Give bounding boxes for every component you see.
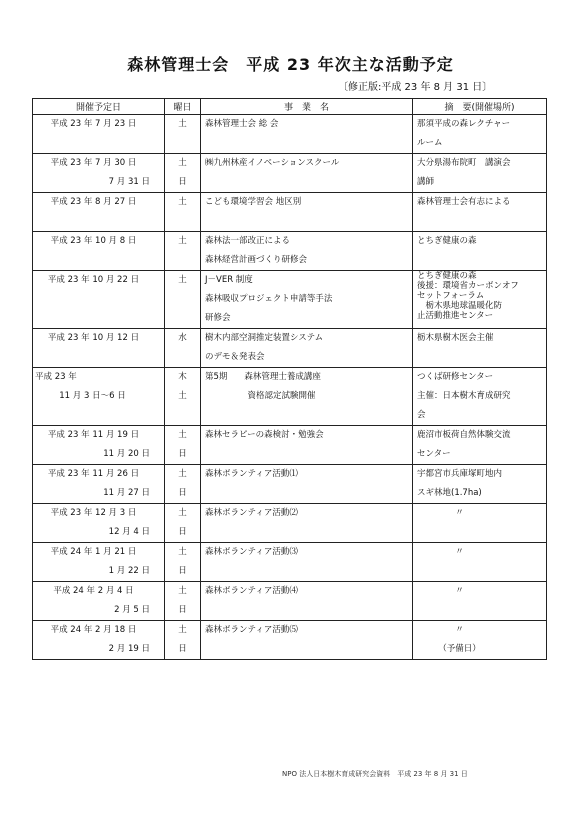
date-cell <box>33 582 165 621</box>
date-cell <box>33 115 165 154</box>
note-line: 講師 <box>417 177 435 187</box>
note-line: 大分県湯布院町 講演会 <box>417 158 511 168</box>
date-start: 平成 23 年 12 月 3 日 <box>50 508 137 518</box>
day-cell <box>165 271 201 329</box>
table-row <box>33 329 547 368</box>
event-cell <box>201 543 413 582</box>
day-label: 日 <box>178 488 187 498</box>
event-cell <box>201 621 413 660</box>
ditto-mark: 〃 <box>455 508 464 518</box>
note-line: 後援：環境省カーボンオフ <box>417 281 519 291</box>
date-start: 平成 23 年 11 月 19 日 <box>47 430 140 440</box>
date-start: 平成 24 年 2 月 18 日 <box>50 625 137 635</box>
note-cell <box>413 465 547 504</box>
note-line: スギ林地(1.7ha) <box>417 488 482 498</box>
schedule-table <box>32 98 547 660</box>
date-cell <box>33 543 165 582</box>
table-row <box>33 543 547 582</box>
day-label: 木 <box>178 372 187 382</box>
date-cell <box>33 271 165 329</box>
document-footer: NPO 法人日本樹木育成研究会資料 平成 23 年 8 月 31 日 <box>282 770 468 778</box>
event-cell <box>201 368 413 426</box>
date-start: 平成 23 年 10 月 8 日 <box>50 236 137 246</box>
date-start: 平成 23 年 10 月 12 日 <box>47 333 140 343</box>
event-cell <box>201 154 413 193</box>
note-line: とちぎ健康の森 <box>417 271 477 281</box>
note-line: 主催：日本樹木育成研究 <box>417 391 511 401</box>
date-start: 平成 24 年 2 月 4 日 <box>53 586 134 596</box>
date-start: 平成 23 年 7 月 30 日 <box>50 158 137 168</box>
table-row <box>33 426 547 465</box>
day-label: 土 <box>178 197 187 207</box>
event-line: 森林管理士会 総 会 <box>205 119 279 129</box>
day-label: 日 <box>178 566 187 576</box>
day-cell <box>165 465 201 504</box>
day-cell <box>165 232 201 271</box>
date-end: 11 月 20 日 <box>103 449 150 459</box>
table-row <box>33 621 547 660</box>
header-event: 事 業 名 <box>201 99 413 115</box>
event-cell <box>201 115 413 154</box>
page-title: 森林管理士会 平成 23 年次主な活動予定 <box>127 55 454 74</box>
event-line: 研修会 <box>205 313 231 323</box>
note-cell <box>413 154 547 193</box>
event-line: 森林ボランティア活動⑶ <box>205 547 298 557</box>
day-label: 土 <box>178 275 187 285</box>
day-cell <box>165 543 201 582</box>
header-note: 摘 要(開催場所) <box>413 99 547 115</box>
date-end: 1 月 22 日 <box>108 566 150 576</box>
date-cell <box>33 465 165 504</box>
day-cell <box>165 621 201 660</box>
event-line: 森林経営計画づくり研修会 <box>205 255 308 265</box>
date-start: 平成 23 年 7 月 23 日 <box>50 119 137 129</box>
revision-note: 〔修正版:平成 23 年 8 月 31 日〕 <box>338 82 493 93</box>
event-line: 森林ボランティア活動⑴ <box>205 469 298 479</box>
ditto-mark: 〃 <box>455 625 464 635</box>
note-cell <box>413 368 547 426</box>
header-day: 曜日 <box>165 99 201 115</box>
day-label: 土 <box>178 469 187 479</box>
day-label: 日 <box>178 644 187 654</box>
date-start: 平成 23 年 <box>35 372 77 382</box>
ditto-mark: 〃 <box>455 547 464 557</box>
date-cell <box>33 232 165 271</box>
event-line: 資格認定試験開催 <box>205 391 316 401</box>
note-line: つくば研修センター <box>417 372 494 382</box>
day-cell <box>165 582 201 621</box>
table-row <box>33 115 547 154</box>
event-line: J－VER 制度 <box>205 275 253 285</box>
table-row <box>33 271 547 329</box>
note-cell <box>413 621 547 660</box>
day-cell <box>165 368 201 426</box>
note-cell <box>413 329 547 368</box>
event-line: 樹木内部空洞推定装置システム <box>205 333 324 343</box>
date-end: 11 月 3 日～6 日 <box>59 391 126 401</box>
date-start: 平成 23 年 8 月 27 日 <box>50 197 137 207</box>
day-cell <box>165 193 201 232</box>
note-cell <box>413 426 547 465</box>
note-line: セットフォーラム <box>417 291 485 301</box>
day-label: 土 <box>178 430 187 440</box>
day-cell <box>165 329 201 368</box>
day-label: 土 <box>178 119 187 129</box>
event-line: 森林ボランティア活動⑷ <box>205 586 298 596</box>
table-header-row <box>33 99 547 115</box>
note-line: とちぎ健康の森 <box>417 236 477 246</box>
date-end: 7 月 31 日 <box>108 177 150 187</box>
event-line: 森林法一部改正による <box>205 236 291 246</box>
day-label: 土 <box>178 625 187 635</box>
note-line: （予備日） <box>438 644 481 654</box>
table-row <box>33 154 547 193</box>
day-label: 土 <box>178 586 187 596</box>
date-cell <box>33 504 165 543</box>
event-line: こども環境学習会 地区別 <box>205 197 302 207</box>
note-cell <box>413 232 547 271</box>
event-cell <box>201 504 413 543</box>
note-cell <box>413 193 547 232</box>
note-cell <box>413 582 547 621</box>
event-cell <box>201 582 413 621</box>
note-cell <box>413 115 547 154</box>
day-label: 土 <box>178 391 187 401</box>
date-end: 2 月 5 日 <box>114 605 150 615</box>
day-label: 日 <box>178 527 187 537</box>
event-cell <box>201 232 413 271</box>
note-line: センター <box>417 449 451 459</box>
date-cell <box>33 368 165 426</box>
event-cell <box>201 426 413 465</box>
event-line: 第5期 森林管理士養成講座 <box>205 372 321 382</box>
event-cell <box>201 271 413 329</box>
table-row <box>33 193 547 232</box>
date-cell <box>33 426 165 465</box>
table-row <box>33 368 547 426</box>
date-start: 平成 24 年 1 月 21 日 <box>50 547 137 557</box>
date-end: 11 月 27 日 <box>103 488 150 498</box>
date-end: 2 月 19 日 <box>108 644 150 654</box>
table-row <box>33 465 547 504</box>
event-line: 森林セラピーの森検討・勉強会 <box>205 430 324 440</box>
day-cell <box>165 115 201 154</box>
event-cell <box>201 465 413 504</box>
note-line: 止活動推進センター <box>417 311 494 321</box>
date-cell <box>33 193 165 232</box>
note-cell <box>413 543 547 582</box>
note-line: 栃木県樹木医会主催 <box>417 333 494 343</box>
day-label: 日 <box>178 605 187 615</box>
day-cell <box>165 504 201 543</box>
day-label: 土 <box>178 158 187 168</box>
event-line: 森林吸収プロジェクト申請等手法 <box>205 294 333 304</box>
date-start: 平成 23 年 11 月 26 日 <box>47 469 140 479</box>
event-line: 森林ボランティア活動⑸ <box>205 625 298 635</box>
note-cell <box>413 504 547 543</box>
date-cell <box>33 621 165 660</box>
day-label: 水 <box>178 333 187 343</box>
table-row <box>33 232 547 271</box>
date-start: 平成 23 年 10 月 22 日 <box>47 275 140 285</box>
table-row <box>33 582 547 621</box>
event-line: 森林ボランティア活動⑵ <box>205 508 298 518</box>
event-line: ㈱九州林産イノベーションスクール <box>205 158 340 168</box>
note-line: 会 <box>417 410 426 420</box>
note-line: 森林管理士会有志による <box>417 197 511 207</box>
ditto-mark: 〃 <box>455 586 464 596</box>
note-line: 宇都宮市兵庫塚町地内 <box>417 469 503 479</box>
event-cell <box>201 193 413 232</box>
note-line: 栃木県地球温暖化防 <box>417 301 503 311</box>
day-cell <box>165 154 201 193</box>
day-label: 土 <box>178 547 187 557</box>
day-label: 土 <box>178 236 187 246</box>
day-label: 日 <box>178 177 187 187</box>
date-cell <box>33 154 165 193</box>
note-line: ルーム <box>417 138 443 148</box>
day-label: 土 <box>178 508 187 518</box>
date-cell <box>33 329 165 368</box>
note-line: 鹿沼市板荷自然体験交流 <box>417 430 511 440</box>
note-cell <box>413 271 547 329</box>
table-row <box>33 504 547 543</box>
day-cell <box>165 426 201 465</box>
event-line: のデモ＆発表会 <box>205 352 265 362</box>
header-date: 開催予定日 <box>33 99 165 115</box>
event-cell <box>201 329 413 368</box>
day-label: 日 <box>178 449 187 459</box>
date-end: 12 月 4 日 <box>108 527 150 537</box>
note-line: 那須平成の森レクチャー <box>417 119 511 129</box>
